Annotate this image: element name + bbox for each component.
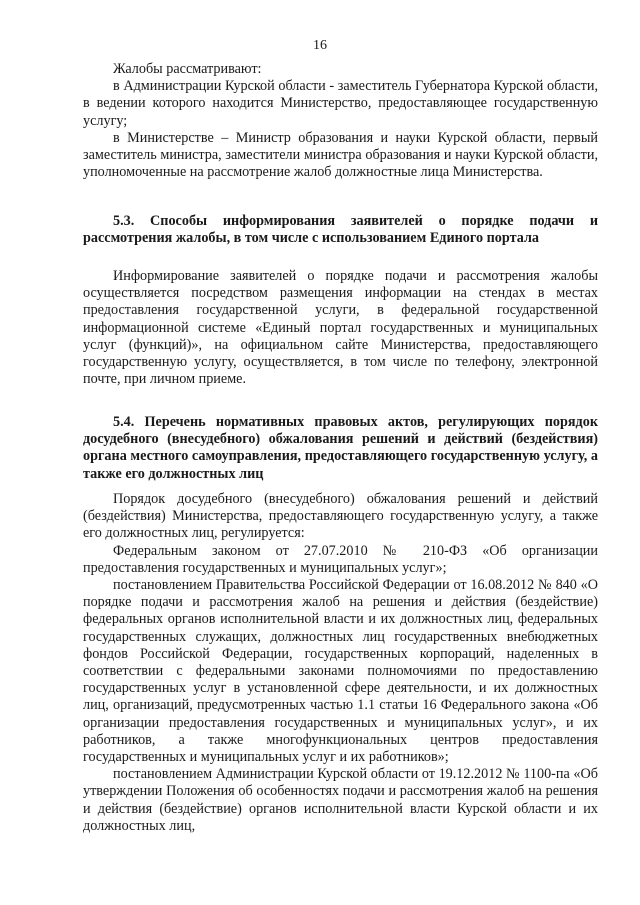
administration-paragraph: в Администрации Курской области - заместитель Губернатора Курской области, в ведении которого находится Министерство, предоставляющее государственную услугу; (83, 78, 598, 129)
section-5-3-body (83, 268, 598, 388)
regulation-intro-paragraph: Порядок досудебного (внесудебного) обжалования решений и действий (бездействия) Министерства, предоставляющего государственную услугу, а также его должностных лиц, регулируется: (83, 491, 598, 542)
ministry-paragraph: в Министерстве – Министр образования и науки Курской области, первый заместитель министра, заместители министра образования и науки Курской области, уполномоченные на рассмотрение жалоб должностные лица Министерства. (83, 129, 598, 181)
section-5-3-heading-text: 5.3. Способы информирования заявителей о порядке подачи и рассмотрения жалобы, в том числе с использованием Единого портала (83, 213, 598, 247)
complaints-reviewers-block (83, 61, 598, 181)
section-5-4-heading (83, 414, 598, 483)
complaints-lead-paragraph: Жалобы рассматривают: (113, 61, 262, 77)
section-5-4-heading-text: 5.4. Перечень нормативных правовых актов, регулирующих порядок досудебного (внесудебного) обжалования решений и действий (бездействия) органа местного самоуправления, предоставляющего государственную услугу, а также его должностных лиц (83, 414, 598, 482)
government-decree-paragraph: постановлением Правительства Российской Федерации от 16.08.2012 № 840 «О порядке подачи и рассмотрения жалоб на решения и действия (бездействие) федеральных органов исполнительной власти и их должностных лиц, федеральных государственных служащих, должностных лиц государственных внебюджетных фондов Российской Федерации, государственных корпораций, наделенных в соответствии с федеральными законами полномочиями по предоставлению государственных услуг в установленной сфере деятельности, и их должностных лиц, организаций, предусмотренных частью 1.1 статьи 16 Федерального закона «Об организации предоставления государственных и муниципальных услуг», и их работников, а также многофункциональных центров предоставления государственных и муниципальных услуг и их работников»; (83, 577, 598, 766)
page-number: 16 (313, 38, 327, 53)
section-5-4-body (83, 491, 598, 835)
informing-paragraph: Информирование заявителей о порядке подачи и рассмотрения жалобы осуществляется посредством размещения информации на стендах в местах предоставления государственной услуги, в федеральной государственной информационной системе «Единый портал государственных и муниципальных услуг (функций)», на официальном сайте Министерства, предоставляющего государственную услугу, осуществляется, в том числе по телефону, электронной почте, при личном приеме. (83, 268, 598, 388)
section-5-3-heading (83, 213, 598, 247)
regional-decree-paragraph: постановлением Администрации Курской области от 19.12.2012 № 1100-па «Об утверждении Положения об особенностях подачи и рассмотрения жалоб на решения и действия (бездействие) органов исполнительной власти Курской области и их должностных лиц, (83, 766, 598, 834)
federal-law-paragraph: Федеральным законом от 27.07.2010 № 210-ФЗ «Об организации предоставления государственных и муниципальных услуг»; (83, 542, 598, 576)
